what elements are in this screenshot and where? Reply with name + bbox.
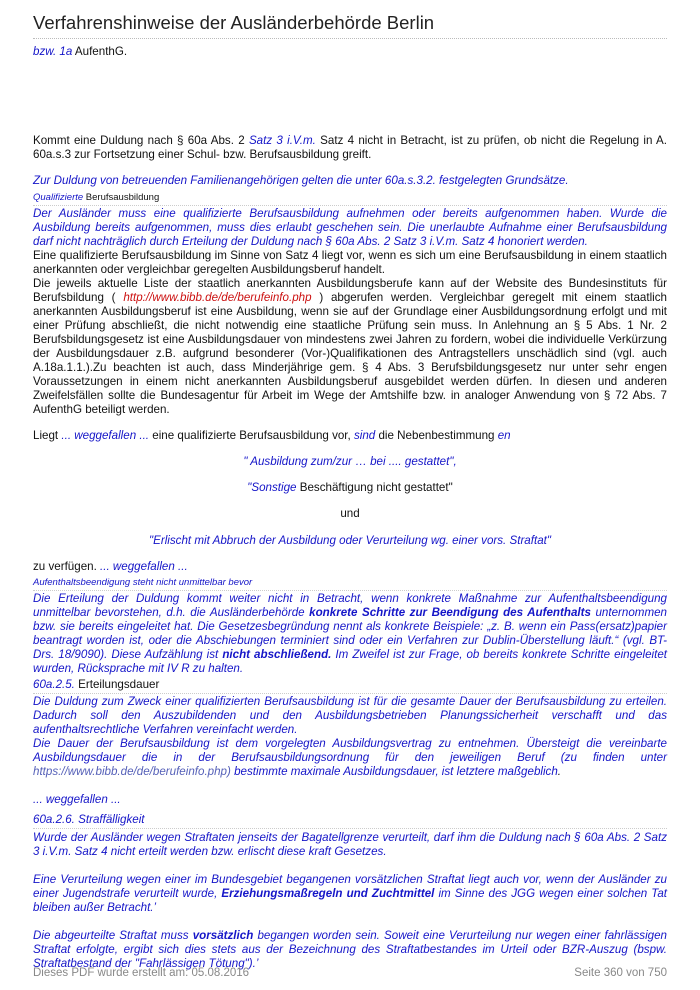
- paragraph-criminal-conviction: Wurde der Ausländer wegen Straftaten jenseits der Bagatellgrenze verurteilt, darf ihm die Duldung nach § 60a Abs. 2 Satz 3 i.V.m. Satz 4 nicht erteilt werden bzw. erlischt diese kraft Gesetzes.: [33, 831, 667, 858]
- paragraph-duration-contract: Die Dauer der Berufsausbildung ist dem vorgelegten Ausbildungsvertrag zu entnehmen. Übersteigt die vereinbarte Ausbildungsdauer die in der Berufsausbildungsordnung für den jeweiligen Beruf (zu finden unter https://www.bibb.de/de/berufeinfo.php) bestimmte maximale Ausbildungsdauer, ist letztere maßgeblich.: [33, 737, 667, 778]
- paragraph-qualified-training: Eine qualifizierte Berufsausbildung im Sinne von Satz 4 liegt vor, wenn es sich um eine Berufsausbildung in einem staatlich anerkannten oder vergleichbar geregelten Ausbildungsberuf handelt.: [33, 249, 667, 276]
- condition-expiry: "Erlischt mit Abbruch der Ausbildung oder Verurteilung wg. einer vors. Straftat": [149, 534, 551, 547]
- document-body: [33, 44, 667, 971]
- section-label-qualification: Qualifizierte Berufsausbildung: [33, 192, 667, 206]
- section-label-deportation: Aufenthaltsbeendigung steht nicht unmittelbar bevor: [33, 577, 667, 591]
- bibb-url[interactable]: https://www.bibb.de/de/berufeinfo.php): [33, 765, 231, 778]
- reference-text: bzw. 1a: [33, 45, 73, 58]
- paragraph-family-note: Zur Duldung von betreuenden Familienangehörigen gelten die unter 60a.s.3.2. festgelegten Grundsätze.: [33, 174, 569, 187]
- footer-created-date: Dieses PDF wurde erstellt am: 05.08.2016: [33, 967, 250, 979]
- paragraph-duldung-check: Kommt eine Duldung nach § 60a Abs. 2 Satz 3 i.V.m. Satz 4 nicht in Betracht, ist zu prüfen, ob nicht die Regelung in A. 60a.s.3 zur Fortsetzung einer Schul- bzw. Berufsausbildung greift.: [33, 134, 668, 161]
- paragraph-zu-verfuegen: zu verfügen. ... weggefallen ...: [33, 560, 188, 573]
- condition-training-permitted: " Ausbildung zum/zur … bei .... gestattet",: [243, 455, 457, 468]
- paragraph-duration: Die Duldung zum Zweck einer qualifizierten Berufsausbildung ist für die gesamte Dauer der Berufsausbildung zu erteilen. Dadurch soll den Auszubildenden und den Ausbildungsbetrieben Planungssicherheit verschafft und das aufenthaltsrechtliche Verfahren vereinfacht werden.: [33, 695, 667, 736]
- condition-other-employment: "Sonstige Beschäftigung nicht gestattet": [247, 481, 453, 494]
- footer-page-number: Seite 360 von 750: [574, 967, 667, 979]
- paragraph-intent: Die abgeurteilte Straftat muss vorsätzlich begangen worden sein. Soweit eine Verurteilung nur wegen einer fahrlässigen Straftat erfolgte, ergibt sich dies stets aus der Bezeichnung des Straftatbestandes im Urteil oder BZR-Auszug (bspw. Straftatbestand der "Fahrlässigen Tötung").’: [33, 929, 667, 970]
- section-heading-duration: 60a.2.5. Erteilungsdauer: [33, 678, 667, 694]
- conjunction-und: und: [340, 507, 360, 520]
- paragraph-training-requirement: Der Ausländer muss eine qualifizierte Berufsausbildung aufnehmen oder bereits aufgenommen haben. Wurde die Ausbildung bereits aufgenommen, muss dies erlaubt geschehen sein. Die unerlaubte Aufnahme einer Berufsausbildung darf nicht nachträglich durch Erteilung der Duldung nach § 60a Abs. 2 Satz 3 i.V.m. Satz 4 honoriert werden.: [33, 207, 667, 248]
- paragraph-juvenile: Eine Verurteilung wegen einer im Bundesgebiet begangenen vorsätzlichen Straftat liegt auch vor, wenn der Ausländer zu einer Jugendstrafe verurteilt wurde, Erziehungsmaßregeln und Zuchtmittel im Sinne des JGG wegen einer solchen Tat bleiben außer Betracht.’: [33, 873, 667, 914]
- paragraph-concrete-steps: Die Erteilung der Duldung kommt weiter nicht in Betracht, wenn konkrete Maßnahme zur Aufenthaltsbeendigung unmittelbar bevorstehen, d.h. die Ausländerbehörde konkrete Schritte zur Beendigung des Aufenthalts unternommen bzw. sie bereits eingeleitet hat. Die Gesetzesbegründung nennt als konkrete Beispiele: „z. B. wenn ein Pass(ersatz)papier beantragt worden ist, oder die Abschiebungen terminiert sind oder ein Verfahren zur Dublin-Überstellung läuft.“ (vgl. BT-Drs. 18/9090). Diese Aufzählung ist nicht abschließend. Im Zweifel ist zur Frage, ob bereits konkrete Schritte eingeleitet wurden, Rücksprache mit IV R zu halten.: [33, 592, 667, 675]
- header-divider: [33, 38, 667, 39]
- section-heading-criminal: 60a.2.6. Straffälligkeit: [33, 813, 667, 829]
- paragraph-training-list: Die jeweils aktuelle Liste der staatlich anerkannten Ausbildungsberufe kann auf der Website des Bundesinstituts für Berufsbildung ( http://www.bibb.de/de/berufeinfo.php ) abgerufen werden. Vergleichbar geregelt mit einem staatlich anerkannten Ausbildungsberuf ist eine Ausbildung, wenn sie auf der Grundlage einer Ausbildungsordnung erfolgt und mit einer Prüfung abschließt, die nicht notwendig eine staatliche Prüfung sein muss. In Anlehnung an § 5 Abs. 1 Nr. 2 Berufsbildungsgesetz ist eine Ausbildungsdauer von mindestens zwei Jahren zu fordern, wobei die individuelle Verkürzung der Ausbildungsdauer z.B. aufgrund besonderer (Vor-)Qualifikationen des Antragstellers unschädlich sind (vgl. auch A.18a.1.1.).Zu beachten ist auch, dass Minderjährige gem. § 4 Abs. 3 Berufsbildungsgesetz nur unter sehr engen Voraussetzungen in einem nicht anerkannten Ausbildungsberuf ausgebildet werden dürfen. In diesen und anderen Zweifelsfällen sollte die Bundesagentur für Arbeit im Wege der Amtshilfe bzw. in analoger Anwendung von § 72 Abs. 7 AufenthG beteiligt werden.: [33, 277, 668, 416]
- bibb-link[interactable]: http://www.bibb.de/de/berufeinfo.php: [123, 291, 312, 304]
- paragraph-conditions: Liegt ... weggefallen ... eine qualifizierte Berufsausbildung vor, sind die Nebenbestimmung en: [33, 429, 511, 442]
- paragraph-law-reference: [33, 45, 667, 59]
- page-title: Verfahrenshinweise der Ausländerbehörde Berlin: [33, 12, 435, 33]
- reference-law: AufenthG.: [72, 45, 128, 58]
- paragraph-removed: ... weggefallen ...: [33, 793, 121, 806]
